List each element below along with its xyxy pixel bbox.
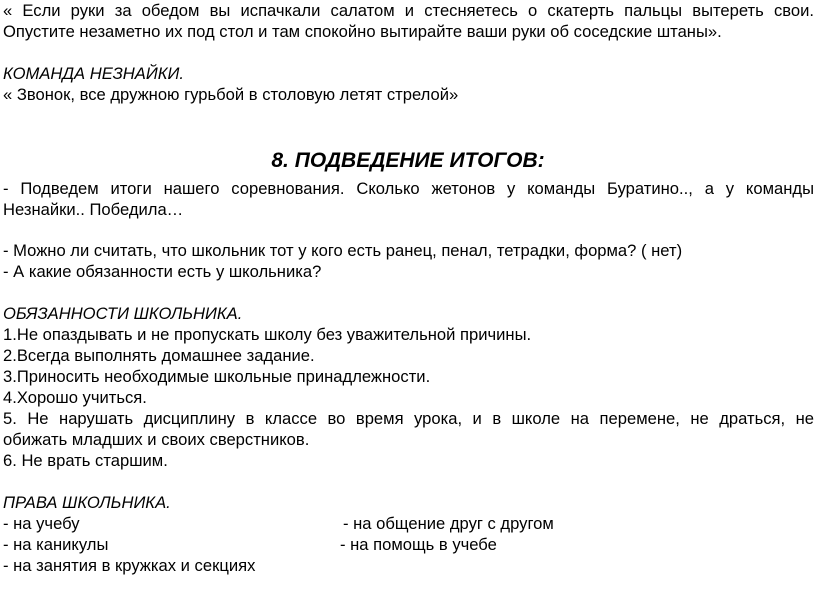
duty-item-1: 1.Не опаздывать и не пропускать школу без уважительной причины. [3,325,532,344]
team-heading: КОМАНДА НЕЗНАЙКИ. [3,64,184,83]
duty-item-5-line-1: 5. Не нарушать дисциплину в классе во время урока, и в школе на перемене, не драться, не [3,409,814,428]
rights-heading: ПРАВА ШКОЛЬНИКА. [3,493,171,512]
duty-item-4: 4.Хорошо учиться. [3,388,147,407]
summary-line-1: - Подведем итоги нашего соревнования. Сколько жетонов у команды Буратино.., а у команды [3,179,814,198]
question-line-1: - Можно ли считать, что школьник тот у кого есть ранец, пенал, тетрадки, форма? ( нет) [3,241,683,260]
team-motto: « Звонок, все дружною гурьбой в столовую летят стрелой» [3,85,459,104]
right-item-help: - на помощь в учебе [340,535,497,554]
duties-heading: ОБЯЗАННОСТИ ШКОЛЬНИКА. [3,304,243,323]
duty-item-2: 2.Всегда выполнять домашнее задание. [3,346,315,365]
summary-line-2: Незнайки.. Победила… [3,200,184,219]
right-item-clubs: - на занятия в кружках и секциях [3,556,256,575]
section-title: 8. ПОДВЕДЕНИЕ ИТОГОВ: [271,149,545,172]
duty-item-3: 3.Приносить необходимые школьные принадлежности. [3,367,431,386]
duty-item-6: 6. Не врать старшим. [3,451,168,470]
right-item-holidays: - на каникулы [3,535,109,554]
right-item-study: - на учебу [3,514,80,533]
poem-line-2: Опустите незаметно их под стол и там спокойно вытирайте ваши руки об соседские штаны». [3,22,722,41]
question-line-2: - А какие обязанности есть у школьника? [3,262,322,281]
duty-item-5-line-2: обижать младших и своих сверстников. [3,430,310,449]
poem-line-1: « Если руки за обедом вы испачкали салатом и стесняетесь о скатерть пальцы вытереть свои. [3,1,814,20]
right-item-communication: - на общение друг с другом [343,514,554,533]
